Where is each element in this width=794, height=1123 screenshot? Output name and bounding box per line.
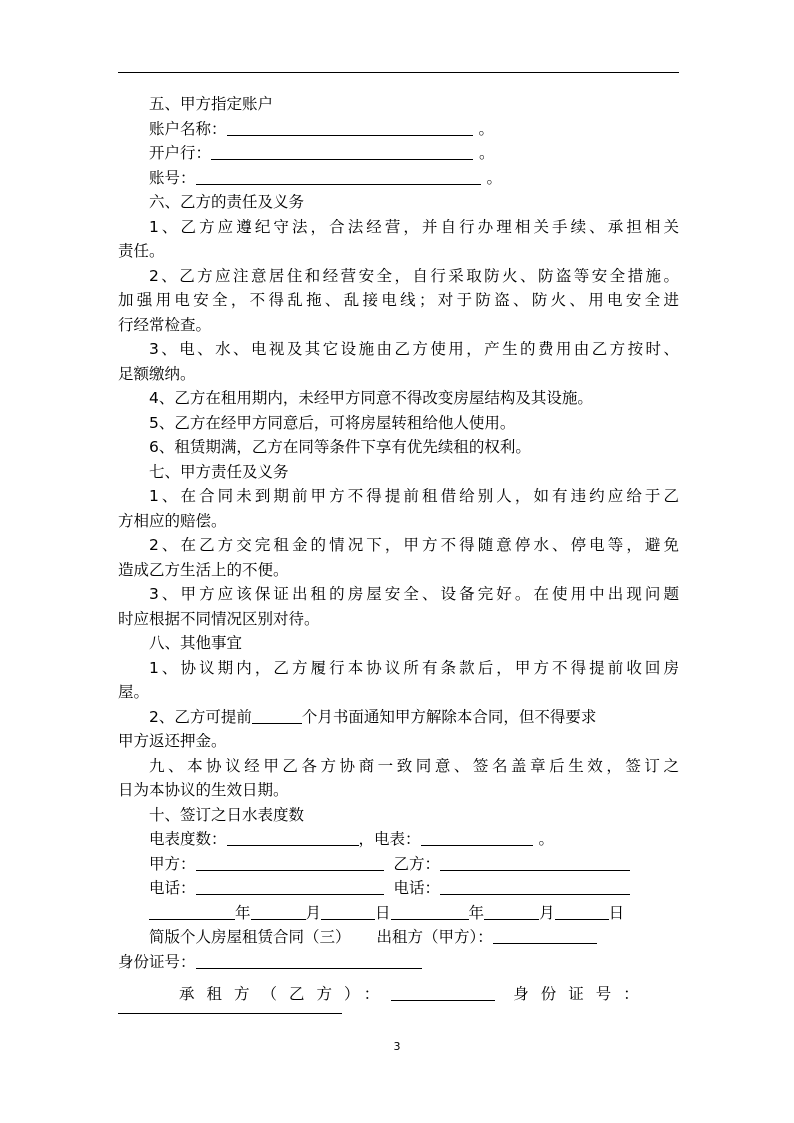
page-number: 3 bbox=[393, 1040, 401, 1053]
phone-a-blank[interactable] bbox=[196, 877, 384, 895]
paragraph-line: 1、协议期内，乙方履行本协议所有条款后，甲方不得提前收回房 bbox=[149, 658, 679, 677]
bank-blank[interactable] bbox=[211, 142, 473, 160]
meter-reading-blank[interactable] bbox=[227, 828, 359, 846]
next-contract-title: 简版个人房屋租赁合同（三） bbox=[149, 928, 351, 946]
paragraph-line: 3、甲方应该保证出租的房屋安全、设备完好。在使用中出现问题 bbox=[149, 585, 679, 603]
section-8-title: 八、其他事宜 bbox=[149, 634, 243, 652]
paragraph-line: 责任。 bbox=[118, 242, 165, 260]
paragraph-line: 行经常检查。 bbox=[118, 315, 212, 334]
paragraph-line: 3、电、水、电视及其它设施由乙方使用，产生的费用由乙方按时、 bbox=[149, 340, 679, 358]
phone-line: 电话： 电话： bbox=[118, 876, 679, 901]
paragraph-line: 4、乙方在租用期内，未经甲方同意不得改变房屋结构及其设施。 bbox=[149, 389, 593, 407]
paragraph-line: 甲方返还押金。 bbox=[118, 732, 227, 750]
paragraph-line: 时应根据不同情况区别对待。 bbox=[118, 609, 320, 628]
section-6-title: 六、乙方的责任及义务 bbox=[149, 193, 305, 211]
paragraph-line: 造成乙方生活上的不便。 bbox=[118, 560, 289, 579]
section-7-title: 七、甲方责任及义务 bbox=[149, 462, 289, 481]
id-line: 身份证号： bbox=[118, 950, 679, 975]
lessee-blank[interactable] bbox=[391, 983, 495, 1001]
months-blank[interactable] bbox=[252, 706, 302, 724]
party-line: 甲方： 乙方： bbox=[118, 852, 679, 877]
phone-b-blank[interactable] bbox=[440, 877, 630, 895]
account-name-blank[interactable] bbox=[227, 118, 473, 136]
next-contract-line: 简版个人房屋租赁合同（三） 出租方（甲方）： bbox=[118, 925, 679, 950]
bank-label: 开户行： bbox=[149, 144, 212, 162]
account-no-blank[interactable] bbox=[196, 167, 481, 185]
lessee-line: 承租方（乙方）： 身份证号： bbox=[179, 985, 651, 1003]
meter-blank[interactable] bbox=[421, 828, 533, 846]
paragraph-line: 5、乙方在经甲方同意后，可将房屋转租给他人使用。 bbox=[149, 413, 516, 432]
paragraph-line: 方相应的赔偿。 bbox=[118, 511, 227, 530]
lessor-blank[interactable] bbox=[493, 926, 597, 944]
id-blank[interactable] bbox=[196, 951, 422, 969]
paragraph-line: 2、乙方应注意居住和经营安全，自行采取防火、防盗等安全措施。 bbox=[149, 266, 679, 285]
notice-line: 2、乙方可提前 个月书面通知甲方解除本合同，但不得要求 bbox=[149, 707, 597, 726]
account-no-label: 账号： bbox=[149, 168, 196, 187]
section-10-title: 十、签订之日水表度数 bbox=[149, 805, 305, 824]
paragraph-line: 屋。 bbox=[118, 683, 150, 701]
paragraph-line: 1、在合同未到期前甲方不得提前租借给别人，如有违约应给于乙 bbox=[149, 487, 679, 505]
bank-line: 开户行： 。 bbox=[149, 144, 495, 162]
id-underline[interactable] bbox=[118, 1013, 342, 1014]
paragraph-line: 足额缴纳。 bbox=[118, 364, 196, 383]
header-rule bbox=[118, 72, 679, 73]
paragraph-line: 加强用电安全，不得乱拖、乱接电线；对于防盗、防火、用电安全进 bbox=[118, 291, 679, 309]
party-a-blank[interactable] bbox=[196, 853, 384, 871]
document-page bbox=[118, 92, 679, 1007]
account-name-line: 账户名称： 。 bbox=[149, 119, 495, 138]
account-no-line: 账号： 。 bbox=[149, 168, 503, 187]
date-line: 年 月 日 年 月 日 bbox=[118, 901, 679, 926]
section-5-title: 五、甲方指定账户 bbox=[149, 95, 274, 113]
paragraph-line: 6、租赁期满，乙方在同等条件下享有优先续租的权利。 bbox=[149, 438, 531, 456]
paragraph-line: 1、乙方应遵纪守法，合法经营，并自行办理相关手续、承担相关 bbox=[149, 217, 679, 236]
meter-line: 电表度数： ，电表： 。 bbox=[149, 830, 555, 848]
paragraph-line: 2、在乙方交完租金的情况下，甲方不得随意停水、停电等，避免 bbox=[149, 536, 679, 554]
section-9-line: 日为本协议的生效日期。 bbox=[118, 781, 289, 799]
section-9-line: 九、本协议经甲乙各方协商一致同意、签名盖章后生效，签订之 bbox=[149, 756, 679, 775]
account-name-label: 账户名称： bbox=[149, 119, 227, 138]
party-b-blank[interactable] bbox=[440, 853, 630, 871]
